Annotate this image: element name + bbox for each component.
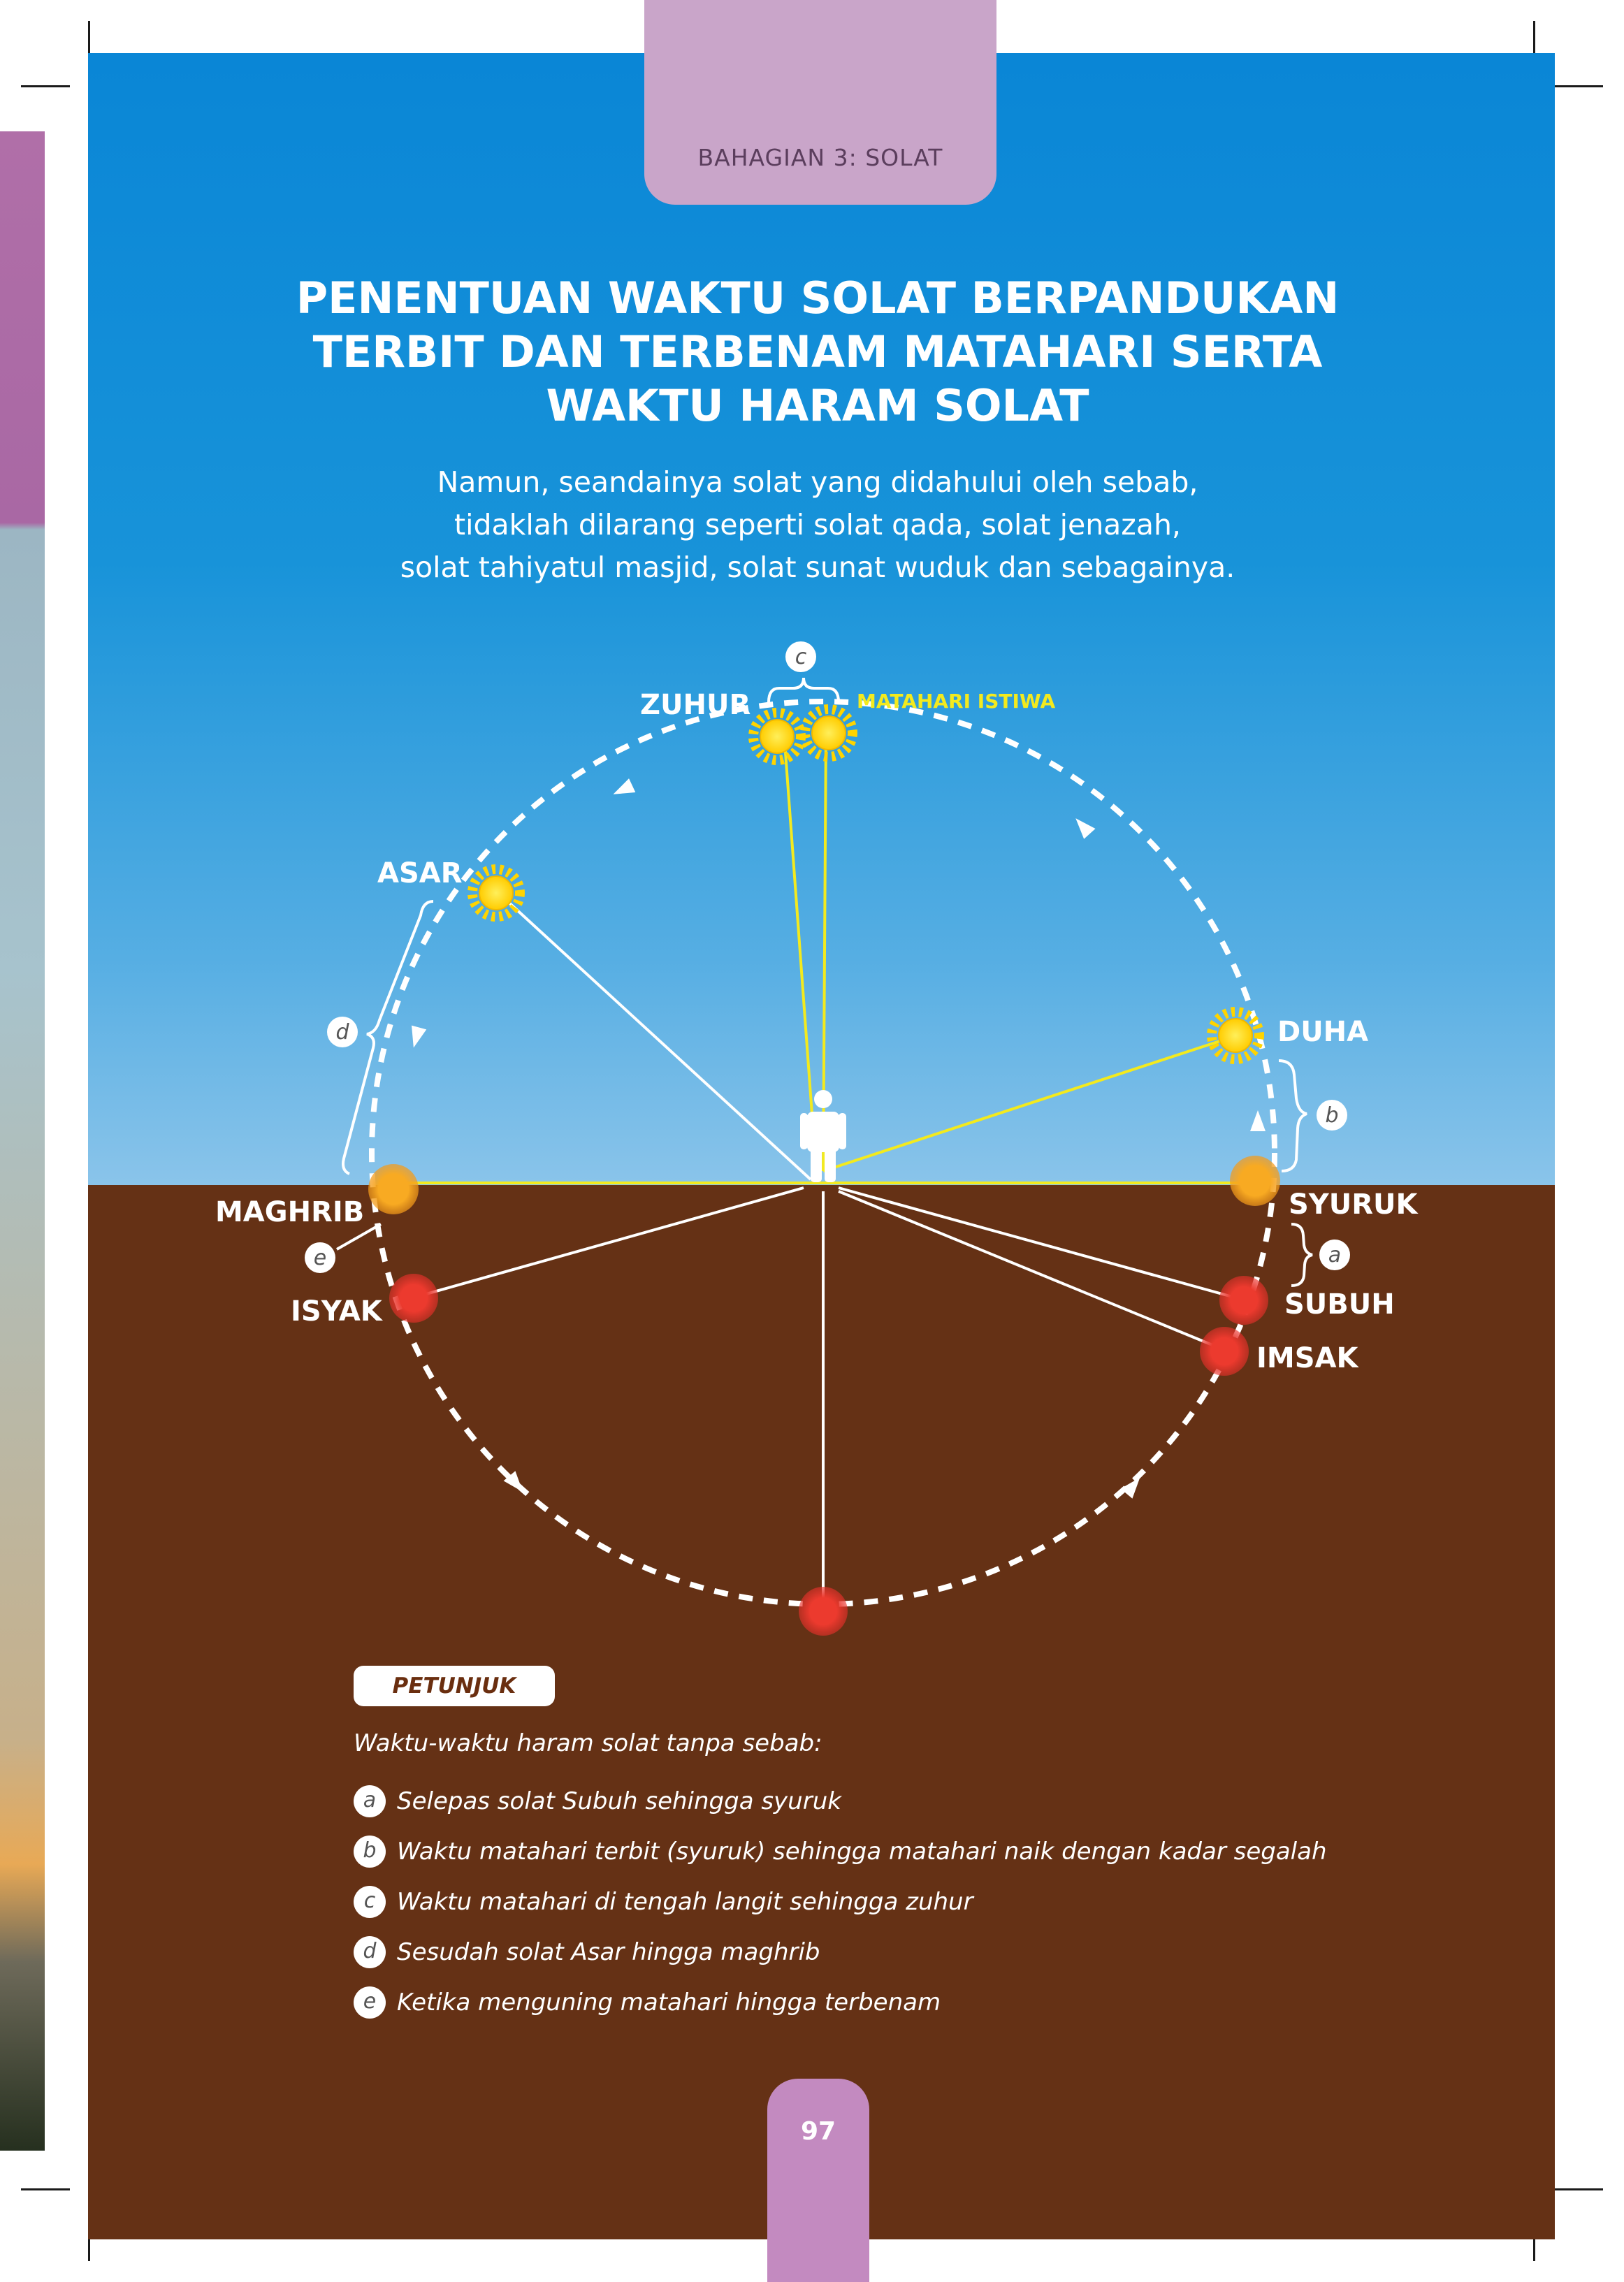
sun-maghrib	[368, 1164, 419, 1214]
label-syuruk: SYURUK	[1289, 1189, 1418, 1221]
label-istiwa: MATAHARI ISTIWA	[857, 690, 1056, 713]
label-imsak: IMSAK	[1256, 1342, 1358, 1374]
label-isyak: ISYAK	[291, 1295, 382, 1328]
title-line: PENENTUAN WAKTU SOLAT BERPANDUKAN	[296, 272, 1340, 324]
label-asar: ASAR	[377, 857, 463, 889]
ray-asar	[496, 891, 811, 1179]
hint-item	[354, 1833, 1327, 1870]
brace-a	[1291, 1224, 1312, 1286]
sun-istiwa	[805, 709, 853, 757]
marker-e-letter: e	[313, 1246, 327, 1270]
hint-letter: c	[354, 1886, 386, 1918]
hint-item	[354, 1783, 841, 1819]
intro-line: tidaklah dilarang seperti solat qada, solat jenazah,	[454, 508, 1181, 542]
arrow-icon	[610, 778, 635, 801]
hint-letter: e	[354, 1986, 386, 2019]
ray-zuhur	[784, 734, 816, 1171]
marker-imsak	[1200, 1327, 1249, 1376]
hint-letter: b	[354, 1836, 386, 1868]
brace-b	[1279, 1061, 1307, 1171]
hint-item	[354, 1884, 973, 1920]
ray-duha	[823, 1035, 1237, 1171]
sun-syuruk	[1230, 1156, 1280, 1206]
hint-item	[354, 1984, 941, 2021]
hint-text: Selepas solat Subuh sehingga syuruk	[397, 1787, 841, 1815]
label-zuhur: ZUHUR	[640, 689, 751, 721]
ray-isyak	[414, 1188, 804, 1298]
label-duha: DUHA	[1277, 1016, 1369, 1048]
title-line: WAKTU HARAM SOLAT	[546, 380, 1089, 431]
label-subuh: SUBUH	[1284, 1288, 1395, 1321]
hint-text: Waktu matahari di tengah langit sehingga zuhur	[397, 1888, 973, 1916]
sun-asar	[472, 869, 520, 917]
hint-intro: Waktu-waktu haram solat tanpa sebab:	[354, 1729, 822, 1757]
marker-midnight	[799, 1587, 848, 1636]
marker-isyak	[389, 1274, 438, 1323]
ray-subuh	[839, 1188, 1242, 1300]
arrow-icon	[1070, 813, 1095, 839]
intro-line: solat tahiyatul masjid, solat sunat wuduk dan sebagainya.	[400, 551, 1235, 584]
label-maghrib: MAGHRIB	[215, 1196, 365, 1228]
title-line: TERBIT DAN TERBENAM MATAHARI SERTA	[312, 326, 1323, 377]
marker-subuh	[1219, 1276, 1268, 1325]
hint-letter: d	[354, 1936, 386, 1968]
hint-text: Waktu matahari terbit (syuruk) sehingga matahari naik dengan kadar segalah	[397, 1838, 1327, 1866]
marker-b-letter: b	[1325, 1103, 1339, 1128]
hint-item	[354, 1934, 820, 1970]
marker-a-letter: a	[1328, 1243, 1342, 1267]
sun-zuhur	[753, 713, 801, 760]
arrow-icon	[406, 1026, 426, 1050]
page-number: 97	[800, 2117, 836, 2146]
section-label: BAHAGIAN 3: SOLAT	[697, 144, 943, 171]
hint-letter: a	[354, 1785, 386, 1817]
page-number-tab	[767, 2079, 869, 2282]
arrow-icon	[1121, 1473, 1146, 1499]
hint-text: Sesudah solat Asar hingga maghrib	[397, 1938, 820, 1966]
brace-c	[769, 678, 839, 702]
intro-line: Namun, seandainya solat yang didahului oleh sebab,	[437, 465, 1198, 499]
marker-c-letter: c	[795, 645, 807, 669]
hint-text: Ketika menguning matahari hingga terbenam	[397, 1989, 941, 2016]
arrow-icon	[1250, 1110, 1266, 1131]
marker-d-letter: d	[335, 1020, 349, 1045]
ray-imsak	[839, 1191, 1224, 1350]
hint-badge: PETUNJUK	[354, 1666, 555, 1706]
